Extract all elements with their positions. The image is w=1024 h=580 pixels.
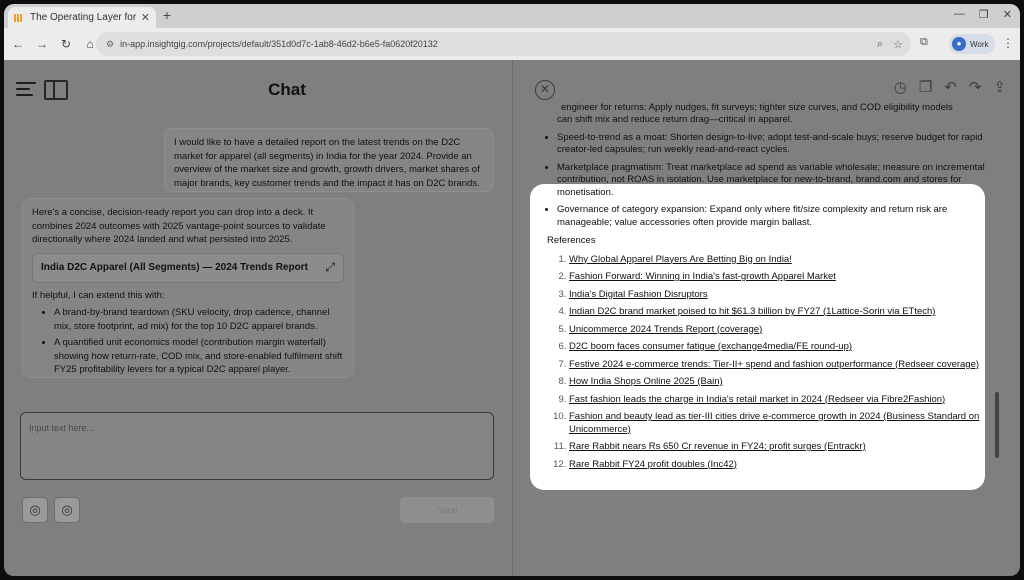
profile-chip[interactable] [949,34,995,54]
browser-menu-icon[interactable]: ⋮ [1002,36,1014,50]
avatar: ● [952,37,966,51]
list-item: • A brand-by-brand teardown (SKU velocity, drop cadence, channel mix, store footprint, ad mix) for the top 10 D2C apparel brands. [54,306,344,333]
reference-link[interactable]: India's Digital Fashion Disruptors [569,288,708,300]
reference-link[interactable]: Fashion Forward: Winning in India's fast-growth Apparel Market [569,271,836,282]
reference-item [569,359,999,372]
scrollbar-thumb[interactable] [995,392,999,458]
reference-item [569,376,999,389]
list-item: • Marketplace pragmatism: Treat marketplace ad spend as variable wholesale; measure on incremental contribution, not ROAS in isolation. Use marketplace for new-to-brand, brand.com and stores for monetisation. [557,162,999,200]
gear-icon: ◎ [61,502,73,517]
address-bar[interactable] [96,32,911,56]
window-controls [954,8,1012,21]
reference-item [569,306,999,319]
user-message: I would like to have a detailed report on the latest trends on the D2C market for apparel (all segments) in India for the year 2024. Provide an overview of the market size and growth, growth drivers, market shares of major brands, key customer trends and the impact it has on D2C brands. [164,128,494,192]
close-icon[interactable]: ✕ [535,80,555,100]
message-input-box[interactable] [20,412,494,480]
copy-icon[interactable]: ❐ [918,79,933,96]
attach-icon: ◎ [29,502,41,517]
redo-icon[interactable]: ↷ [968,79,982,96]
reference-link[interactable]: Unicommerce 2024 Trends Report (coverage) [569,323,763,335]
expand-icon[interactable]: ⤢ [325,259,335,274]
extend-list [54,306,344,377]
profile-label: Work [970,39,989,49]
references-list [569,254,999,472]
reference-item [569,394,999,407]
report-toolbar [894,78,1006,96]
home-icon[interactable]: ⌂ [86,37,94,51]
tab-title: The Operating Layer for [30,12,137,23]
report-document [539,102,999,476]
browser-window [4,4,1020,576]
reference-item [569,324,999,337]
extensions-icon[interactable]: ⧉ [920,36,928,48]
assistant-intro: Here's a concise, decision-ready report you can drop into a deck. It combines 2024 outcomes with 2025 vantage-point sources to validate directionally where 2024 landed and what persisted into 2025. [32,207,326,245]
report-card[interactable] [32,253,344,283]
zoom-icon[interactable]: ⌕ [876,37,884,50]
reference-link[interactable]: Festive 2024 e-commerce trends: Tier-II+ spend and fashion outperformance (Redseer coverage) [569,358,980,370]
app-content [4,60,1020,576]
url-text: in-app.insightgig.com/projects/default/351d0d7c-1ab8-46d2-b6e5-fa0620f20132 [120,39,438,49]
extend-intro: If helpful, I can extend this with: [32,289,165,301]
reference-link[interactable]: Why Global Apparel Players Are Betting Big on India! [569,253,792,265]
list-item: • Governance of category expansion: Expand only where fit/size complexity and return risk are manageable; value accessories often provide margin ballast. [557,204,999,229]
send-button[interactable]: Send [400,497,494,523]
reference-link[interactable]: Rare Rabbit nears Rs 650 Cr revenue in FY24; profit surges (Entrackr) [569,441,866,452]
reference-link[interactable]: Fashion and beauty lead as tier-III cities drive e-commerce growth in 2024 (Business Standard on Unicommerce) [569,411,980,435]
forward-icon[interactable]: → [36,37,48,51]
restore-icon[interactable]: ❐ [978,9,989,21]
reference-item [569,341,999,354]
browser-tab[interactable] [8,7,156,28]
close-tab-icon[interactable]: ✕ [140,12,150,24]
close-window-icon[interactable]: ✕ [1002,9,1012,21]
list-item: • A quantified unit economics model (contribution margin waterfall) showing how return-rate, COD mix, and store-enabled fulfilment shift FY25 profitability levers for a typical D2C apparel player. [54,336,344,377]
share-icon[interactable]: ⇪ [993,79,1006,96]
toolbar [4,28,1020,60]
report-card-title: India D2C Apparel (All Segments) — 2024 Trends Report [41,261,308,273]
references-heading: References [547,235,596,246]
undo-icon[interactable]: ↶ [944,79,957,96]
site-favicon-icon [14,14,24,22]
bookmark-star-icon[interactable]: ☆ [893,38,903,51]
settings-button[interactable] [54,497,80,523]
reference-link[interactable]: D2C boom faces consumer fatigue (exchange4media/FE round-up) [569,341,853,352]
tab-strip [4,4,1020,28]
back-icon[interactable]: ← [12,37,24,51]
truncated-line: engineer for returns: Apply nudges, fit surveys; tighter size curves, and COD eligibility models [561,102,953,113]
reference-item [569,271,999,284]
bullet-list [557,114,999,229]
minimize-icon[interactable]: — [953,8,965,20]
reference-item [569,459,999,472]
chat-pane [4,60,512,576]
list-item: can shift mix and reduce return drag—critical in apparel. [557,114,793,125]
new-tab-icon[interactable]: + [162,7,172,23]
reference-link[interactable]: Rare Rabbit FY24 profit doubles (Inc42) [569,458,737,470]
history-icon[interactable]: ◷ [893,79,907,96]
assistant-message [22,198,354,378]
reload-icon[interactable]: ↻ [60,37,72,51]
reference-item [569,289,999,302]
attach-button[interactable] [22,497,48,523]
reference-link[interactable]: Indian D2C brand market poised to hit $61.3 billion by FY27 (1Lattice-Sorin via ETtech) [569,306,936,317]
page-title: Chat [268,80,306,99]
list-item: • Speed-to-trend as a moat: Shorten design-to-live; adopt test-and-scale buys; reserve budget for rapid creator-led capsules; run weekly read-and-react cycles. [557,132,999,157]
reference-item [569,254,999,267]
reference-item [569,441,999,454]
site-info-icon[interactable]: ⚙ [106,38,115,49]
reference-link[interactable]: How India Shops Online 2025 (Bain) [569,376,723,387]
reference-link[interactable]: Fast fashion leads the charge in India's retail market in 2024 (Redseer via Fibre2Fashion) [569,393,946,405]
message-input[interactable] [21,413,493,443]
reference-item [569,411,999,436]
